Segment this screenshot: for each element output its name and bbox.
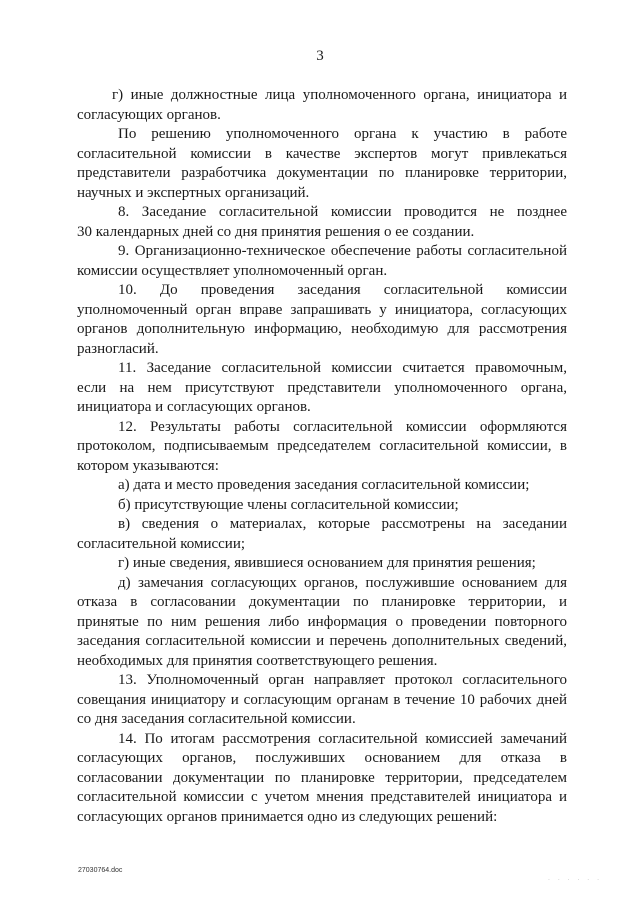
text-line: д) замечания согласующих органов, послужившие основанием для xyxy=(118,574,567,591)
text-line: 9. Организационно-техническое обеспечение работы согласительной xyxy=(118,243,567,259)
text-line: инициатора и согласующих органов. xyxy=(77,399,311,415)
text-line: органов дополнительную информацию, необходимую для рассмотрения xyxy=(77,321,567,337)
page-number: 3 xyxy=(316,48,324,64)
text-line: г) иные должностные лица уполномоченного органа, инициатора и xyxy=(112,87,567,103)
text-line: протоколом, подписываемым председателем согласительной комиссии, в xyxy=(77,438,567,454)
text-line: если на нем присутствуют представители уполномоченного органа, xyxy=(77,379,567,396)
text-line: уполномоченный орган вправе запрашивать у инициатора, согласующих xyxy=(77,301,567,318)
text-line: согласительной комиссии с учетом мнения представителей инициатора и xyxy=(77,789,567,805)
text-line: 8. Заседание согласительной комиссии проводится не позднее xyxy=(118,204,567,220)
text-line: согласовании документации по планировке территории, председателем xyxy=(77,769,567,786)
text-line: согласительной комиссии; xyxy=(77,535,246,552)
text-line: принятые по ним решения либо информация о проведении повторного xyxy=(77,613,567,630)
scan-marks: · · · · · · xyxy=(548,877,602,884)
text-line: 10. До проведения заседания согласительной комиссии xyxy=(118,282,567,298)
text-line: г) иные сведения, явившиеся основанием для принятия решения; xyxy=(118,555,536,571)
text-line: отказа в согласовании документации по планировке территории, и xyxy=(77,594,567,610)
text-line: заседания согласительной комиссии и перечень дополнительных сведений, xyxy=(77,633,567,649)
text-line: 30 календарных дней со дня принятия решения о ее создании. xyxy=(77,223,475,240)
text-line: необходимых для принятия соответствующего решения. xyxy=(77,652,438,669)
document-body xyxy=(77,86,567,827)
text-line: 13. Уполномоченный орган направляет протокол согласительного xyxy=(118,672,567,688)
text-line: согласующих органов, послуживших основанием для отказа в xyxy=(77,750,567,766)
text-line: котором указываются: xyxy=(77,457,219,474)
text-line: совещания инициатору и согласующим органам в течение 10 рабочих дней xyxy=(77,691,567,708)
footer-file-code: 27030764.doc xyxy=(78,867,123,874)
text-line: а) дата и место проведения заседания согласительной комиссии; xyxy=(118,477,530,493)
text-line: представители разработчика документации по планировке территории, xyxy=(77,165,567,181)
text-line: 14. По итогам рассмотрения согласительной комиссией замечаний xyxy=(118,730,567,747)
text-line: комиссии осуществляет уполномоченный орган. xyxy=(77,262,388,279)
text-line: разногласий. xyxy=(77,340,159,357)
text-line: согласительной комиссии в качестве экспертов могут привлекаться xyxy=(77,145,567,162)
text-line: б) присутствующие члены согласительной комиссии; xyxy=(118,496,459,513)
text-line: согласующих органов. xyxy=(77,106,221,123)
text-line: По решению уполномоченного органа к участию в работе xyxy=(118,126,567,142)
text-line: согласующих органов принимается одно из следующих решений: xyxy=(77,808,498,825)
text-line: 11. Заседание согласительной комиссии считается правомочным, xyxy=(118,360,567,376)
text-line: в) сведения о материалах, которые рассмотрены на заседании xyxy=(118,516,567,532)
text-line: со дня заседания согласительной комиссии. xyxy=(77,711,356,727)
text-line: 12. Результаты работы согласительной комиссии оформляются xyxy=(118,418,567,435)
text-line: научных и экспертных организаций. xyxy=(77,184,310,201)
